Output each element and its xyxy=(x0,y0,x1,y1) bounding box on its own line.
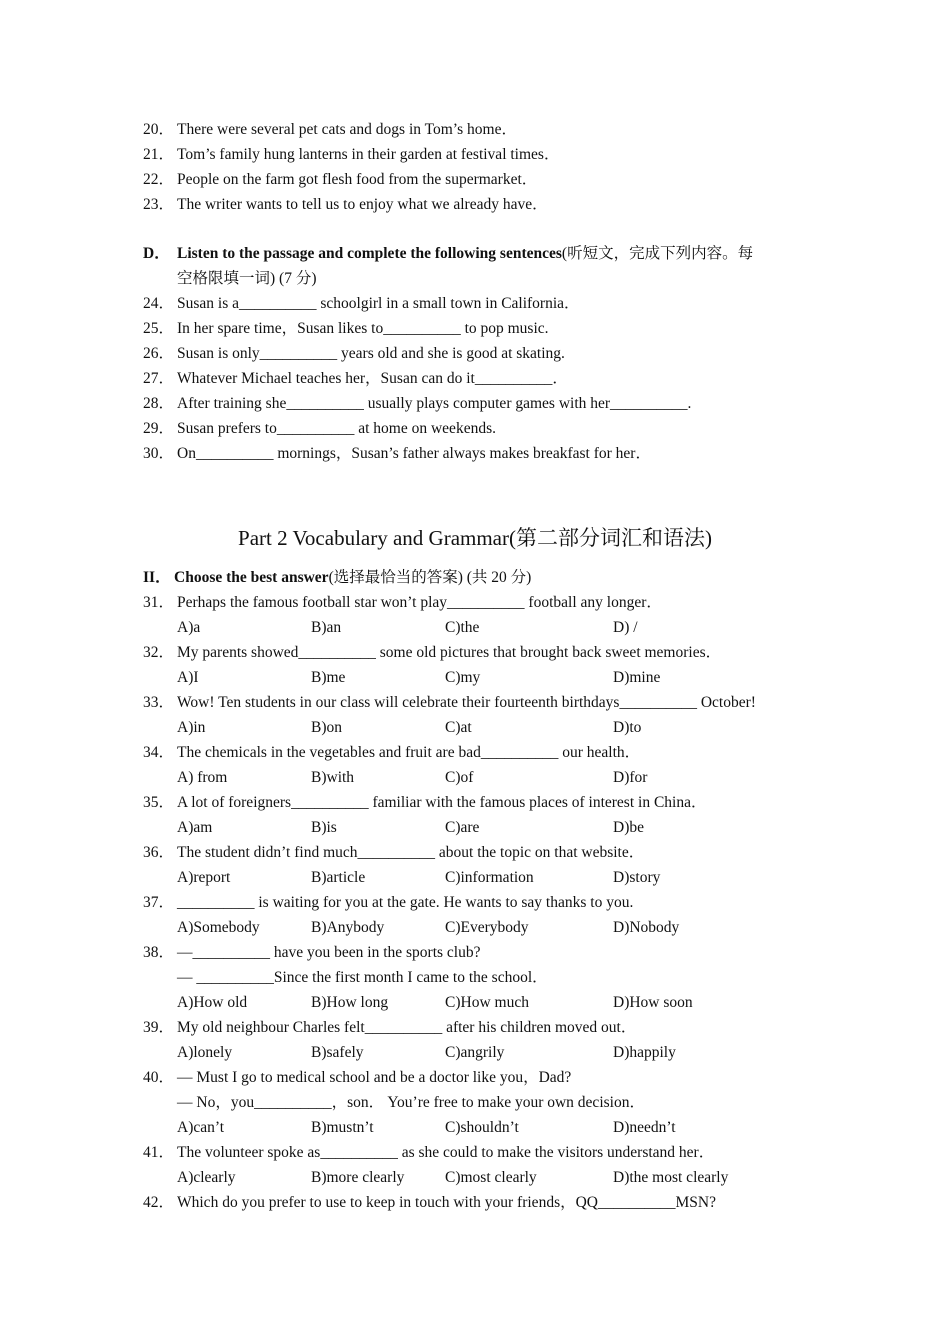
answer-option-b: B)me xyxy=(311,669,346,686)
question-number: 24． xyxy=(143,295,175,312)
answer-option-c: C)Everybody xyxy=(445,919,529,936)
question-text: Which do you prefer to use to keep in touch with your friends，QQ__________MSN? xyxy=(177,1194,716,1211)
question-text: The chemicals in the vegetables and fruit are bad__________ our health． xyxy=(177,744,641,761)
question-text: There were several pet cats and dogs in Tom’s home． xyxy=(177,121,517,138)
answer-option-c: C)How much xyxy=(445,994,529,1011)
answer-option-c: C)the xyxy=(445,619,480,636)
question-text: A lot of foreigners__________ familiar with the famous places of interest in China． xyxy=(177,794,707,811)
question-number: 42． xyxy=(143,1194,175,1211)
answer-option-a: A)How old xyxy=(177,994,248,1011)
question-number: 25． xyxy=(143,320,175,337)
section-heading-rest: 空格限填一词) (7 分) xyxy=(177,270,317,287)
question-number: 40． xyxy=(143,1069,175,1086)
question-text: Tom’s family hung lanterns in their garden at festival times． xyxy=(177,146,560,163)
answer-option-c: C)shouldn’t xyxy=(445,1119,519,1136)
answer-option-b: B)with xyxy=(311,769,355,786)
question-text: —__________ have you been in the sports club? xyxy=(177,944,481,961)
answer-option-c: C)angrily xyxy=(445,1044,505,1061)
question-text: — No，you__________，son． You’re free to make your own decision． xyxy=(177,1094,645,1111)
answer-option-c: C)information xyxy=(445,869,534,886)
question-number: 27． xyxy=(143,370,175,387)
answer-option-d: D)be xyxy=(613,819,644,836)
question-text: On__________ mornings，Susan’s father always makes breakfast for her． xyxy=(177,445,651,462)
answer-option-d: D)needn’t xyxy=(613,1119,676,1136)
answer-option-b: B)Anybody xyxy=(311,919,385,936)
answer-option-c: C)most clearly xyxy=(445,1169,537,1186)
question-number: 23． xyxy=(143,196,175,213)
question-text: My parents showed__________ some old pictures that brought back sweet memories． xyxy=(177,644,722,661)
answer-option-a: A)clearly xyxy=(177,1169,236,1186)
question-number: 32． xyxy=(143,644,175,661)
answer-option-b: B)safely xyxy=(311,1044,364,1061)
question-text: Whatever Michael teaches her，Susan can do it__________． xyxy=(177,370,568,387)
question-number: 20． xyxy=(143,121,175,138)
question-text: Susan is only__________ years old and she is good at skating. xyxy=(177,345,565,362)
question-number: 30． xyxy=(143,445,175,462)
answer-option-a: A)I xyxy=(177,669,199,686)
section-label: D． xyxy=(143,245,170,262)
answer-option-b: B)is xyxy=(311,819,337,836)
answer-option-a: A)a xyxy=(177,619,201,636)
question-text: Perhaps the famous football star won’t play__________ football any longer． xyxy=(177,594,662,611)
section-label: II． xyxy=(143,569,171,586)
question-number: 41． xyxy=(143,1144,175,1161)
answer-option-b: B)on xyxy=(311,719,342,736)
answer-option-d: D)to xyxy=(613,719,642,736)
question-text: In her spare time，Susan likes to__________ to pop music. xyxy=(177,320,549,337)
answer-option-c: C)my xyxy=(445,669,481,686)
answer-option-d: D) / xyxy=(613,619,638,636)
section-heading-bold: Listen to the passage and complete the following sentences xyxy=(177,245,562,262)
answer-option-d: D)the most clearly xyxy=(613,1169,729,1186)
question-number: 39． xyxy=(143,1019,175,1036)
question-text: — __________Since the first month I came to the school． xyxy=(177,969,548,986)
question-text: Wow! Ten students in our class will celebrate their fourteenth birthdays__________ October! xyxy=(177,694,756,711)
answer-option-a: A)Somebody xyxy=(177,919,260,936)
answer-option-b: B)an xyxy=(311,619,342,636)
question-number: 36． xyxy=(143,844,175,861)
question-text: People on the farm got flesh food from the supermarket． xyxy=(177,171,538,188)
answer-option-c: C)of xyxy=(445,769,474,786)
answer-option-d: D)Nobody xyxy=(613,919,680,936)
answer-option-b: B)article xyxy=(311,869,366,886)
answer-option-a: A)lonely xyxy=(177,1044,233,1061)
answer-option-b: B)mustn’t xyxy=(311,1119,374,1136)
question-number: 33． xyxy=(143,694,175,711)
answer-option-a: A)report xyxy=(177,869,231,886)
question-number: 38． xyxy=(143,944,175,961)
question-number: 31． xyxy=(143,594,175,611)
question-text: My old neighbour Charles felt__________ after his children moved out． xyxy=(177,1019,637,1036)
answer-option-d: D)How soon xyxy=(613,994,693,1011)
answer-option-d: D)for xyxy=(613,769,648,786)
answer-option-c: C)at xyxy=(445,719,472,736)
answer-option-a: A)in xyxy=(177,719,206,736)
answer-option-b: B)How long xyxy=(311,994,389,1011)
answer-option-a: A)can’t xyxy=(177,1119,225,1136)
answer-option-b: B)more clearly xyxy=(311,1169,405,1186)
answer-option-c: C)are xyxy=(445,819,480,836)
section-heading-rest: (选择最恰当的答案) (共 20 分) xyxy=(328,569,532,586)
question-number: 37． xyxy=(143,894,175,911)
question-number: 35． xyxy=(143,794,175,811)
question-text: Susan is a__________ schoolgirl in a small town in California． xyxy=(177,295,580,312)
question-number: 21． xyxy=(143,146,175,163)
answer-option-d: D)happily xyxy=(613,1044,676,1061)
question-text: Susan prefers to__________ at home on weekends. xyxy=(177,420,496,437)
section-heading-bold: Choose the best answer xyxy=(174,569,329,586)
question-text: The writer wants to tell us to enjoy what we already have． xyxy=(177,196,548,213)
question-number: 34． xyxy=(143,744,175,761)
question-text: The student didn’t find much__________ about the topic on that website． xyxy=(177,844,645,861)
answer-option-a: A)am xyxy=(177,819,213,836)
question-number: 28． xyxy=(143,395,175,412)
answer-option-d: D)story xyxy=(613,869,661,886)
question-text: The volunteer spoke as__________ as she could to make the visitors understand her． xyxy=(177,1144,715,1161)
part-title: Part 2 Vocabulary and Grammar(第二部分词汇和语法) xyxy=(238,526,712,550)
question-number: 26． xyxy=(143,345,175,362)
question-number: 29． xyxy=(143,420,175,437)
answer-option-d: D)mine xyxy=(613,669,661,686)
section-heading-rest: (听短文，完成下列内容。每 xyxy=(561,245,754,262)
question-number: 22． xyxy=(143,171,175,188)
question-text: — Must I go to medical school and be a doctor like you，Dad? xyxy=(177,1069,572,1086)
question-text: After training she__________ usually plays computer games with her__________. xyxy=(177,395,692,412)
answer-option-a: A) from xyxy=(177,769,228,786)
question-text: __________ is waiting for you at the gate. He wants to say thanks to you. xyxy=(177,894,634,911)
